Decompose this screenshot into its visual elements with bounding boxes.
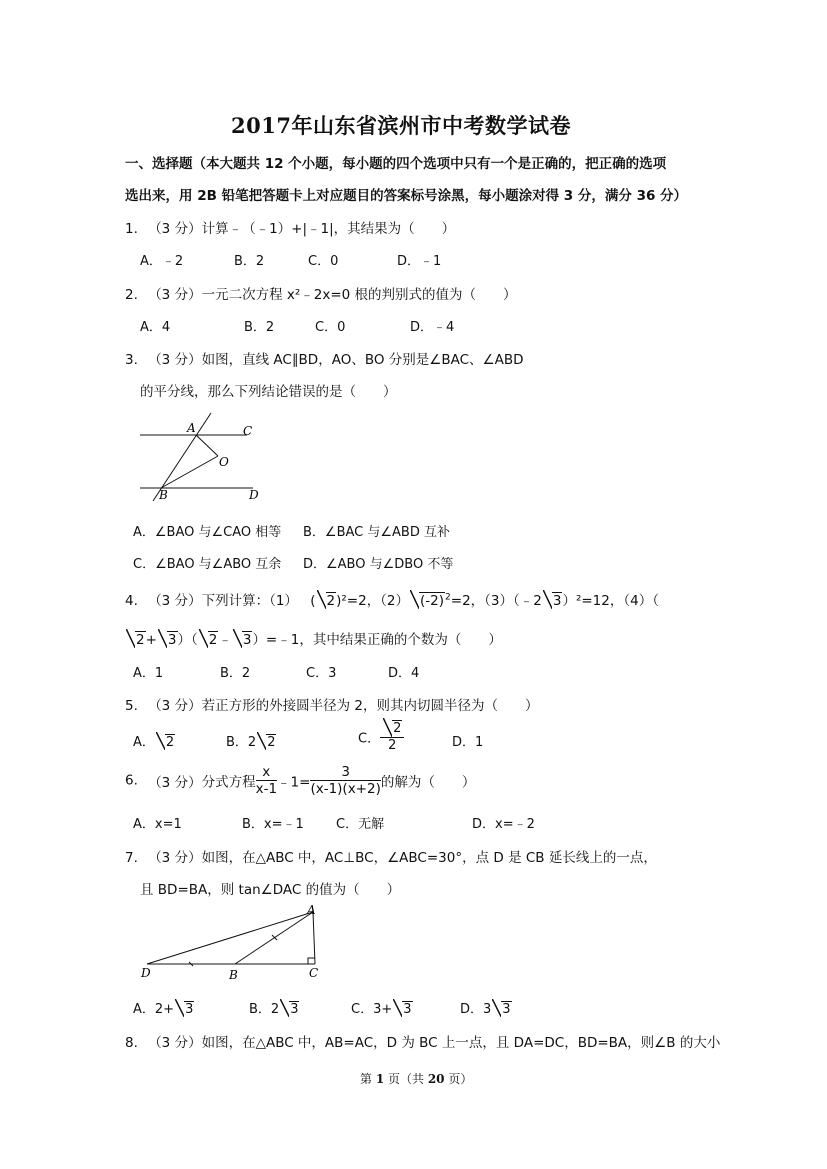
segment-bo xyxy=(161,456,218,488)
label-c: C xyxy=(243,424,253,438)
question-3 xyxy=(125,348,524,368)
question-number: 2. xyxy=(125,287,138,303)
q4-option-b: B．2 xyxy=(220,666,251,681)
section-heading-line2: 选出来，用 2B 铅笔把答题卡上对应题目的答案标号涂黑，每小题涂对得 3 分，满分 36 分） xyxy=(125,188,688,204)
q4-part: ）²=12，（4）（ xyxy=(562,593,659,609)
q4-part: ²=2，（2） xyxy=(341,593,410,609)
q2-option-b: B．2 xyxy=(244,320,275,335)
question-text: 一元二次方程 x²﹣2x=0 根的判别式的值为（ ） xyxy=(201,287,517,303)
q3-figure xyxy=(135,408,270,503)
q2-option-a: A．4 xyxy=(140,320,171,335)
question-number: 3. xyxy=(125,352,138,368)
q7-option-c: C．3+ 3 xyxy=(351,1002,412,1017)
label-d: D xyxy=(141,966,151,980)
label-o: O xyxy=(219,455,229,469)
q3-option-a: A．∠BAO 与∠CAO 相等 xyxy=(133,525,282,540)
label-a: A xyxy=(307,903,316,917)
question-score: （3 分） xyxy=(148,1035,202,1051)
label-b: B xyxy=(159,488,168,502)
q5-option-c: C． $\frac{2}{2}$ xyxy=(358,720,404,754)
question-5 xyxy=(125,694,538,714)
q4-option-c: C．3 xyxy=(306,666,337,681)
q4-option-d: D．4 xyxy=(388,666,420,681)
q1-option-b: B．2 xyxy=(234,254,265,269)
q5-option-b: B．2 2 xyxy=(226,735,276,750)
question-text: 下列计算：（1） xyxy=(201,593,298,609)
label-d: D xyxy=(249,488,259,502)
q5-option-a: A． 2 xyxy=(133,735,175,750)
question-score: （3 分） xyxy=(148,850,202,866)
right-angle-mark xyxy=(308,958,315,964)
question-score: （3 分） xyxy=(148,221,202,237)
math-expr-2: (-2) xyxy=(410,592,445,609)
q1-option-d: D．﹣1 xyxy=(397,254,442,269)
q4-part: =2，（3）（﹣2 xyxy=(450,593,542,609)
q2-option-d: D．﹣4 xyxy=(410,320,455,335)
q6-option-a: A．x=1 xyxy=(133,817,182,832)
question-number: 4. xyxy=(125,593,138,609)
q6-option-d: D．x=﹣2 xyxy=(472,817,535,832)
question-text: 如图，在△ABC 中，AC⊥BC，∠ABC=30°，点 D 是 CB 延长线上的一点， xyxy=(201,850,657,866)
question-text: 如图，直线 AC∥BD，AO、BO 分别是∠BAC、∠ABD xyxy=(201,352,524,368)
question-4-text-cont: 2+ 3）（ 2﹣ 3）=﹣1，其中结果正确的个数为（ ） xyxy=(125,628,502,648)
section-heading-line1: 一、选择题（本大题共 12 个小题，每小题的四个选项中只有一个是正确的，把正确的选项 xyxy=(125,156,667,172)
q6-tail: 的解为（ ） xyxy=(380,774,476,791)
question-text: 若正方形的外接圆半径为 2，则其内切圆半径为（ ） xyxy=(201,698,539,714)
q2-option-c: C．0 xyxy=(315,320,346,335)
segment-ao xyxy=(196,435,218,456)
math-expr-1: ( 2) xyxy=(310,593,342,609)
q1-option-c: C．0 xyxy=(308,254,339,269)
question-text: 分式方程 xyxy=(201,774,256,791)
page-total: 20 xyxy=(427,1072,445,1086)
question-score: （3 分） xyxy=(148,352,202,368)
q7-option-d: D．3 3 xyxy=(460,1002,511,1017)
label-b: B xyxy=(229,968,238,982)
question-number: 5. xyxy=(125,698,138,714)
question-8 xyxy=(125,1031,720,1051)
question-2 xyxy=(125,283,517,303)
q6-option-c: C．无解 xyxy=(336,817,385,832)
math-expr-3: 3 xyxy=(543,592,563,609)
q7-option-a: A．2+ 3 xyxy=(133,1002,194,1017)
q6-mid: ﹣1= xyxy=(277,774,311,791)
question-number: 6. xyxy=(125,772,138,789)
q7-figure xyxy=(135,902,335,987)
question-7 xyxy=(125,846,657,866)
label-a: A xyxy=(187,421,196,435)
question-score: （3 分） xyxy=(148,698,202,714)
question-6 xyxy=(125,764,475,797)
question-number: 1. xyxy=(125,221,138,237)
segment-ba xyxy=(235,912,313,964)
fraction-2: $\frac{3}{(x-1)(x+2)}$ xyxy=(310,764,381,797)
question-score: （3 分） xyxy=(148,774,202,791)
question-1 xyxy=(125,217,455,237)
question-4: 4. （3 分）下列计算：（1） ( 2)²=2，（2） $(-2)^2=2$，（3）（﹣2 3）²=12，（4）（ xyxy=(125,592,659,609)
page-number: 1 xyxy=(375,1072,385,1086)
question-score: （3 分） xyxy=(148,593,202,609)
question-score: （3 分） xyxy=(148,287,202,303)
page-footer: 第 1 页（共 20 页） xyxy=(360,1072,473,1086)
q4-option-a: A．1 xyxy=(133,666,164,681)
q3-option-c: C．∠BAO 与∠ABO 互余 xyxy=(133,557,282,572)
q6-option-b: B．x=﹣1 xyxy=(242,817,304,832)
question-number: 7. xyxy=(125,850,138,866)
q3-option-b: B．∠BAC 与∠ABD 互补 xyxy=(303,525,450,540)
question-text: 如图，在△ABC 中，AB=AC，D 为 BC 上一点，且 DA=DC，BD=BA，则∠B 的大小 xyxy=(201,1035,721,1051)
q1-option-a: A．﹣2 xyxy=(140,254,184,269)
q5-option-d: D．1 xyxy=(452,735,484,750)
q3-option-d: D．∠ABO 与∠DBO 不等 xyxy=(303,557,454,572)
label-c: C xyxy=(309,966,319,980)
page-title: 2017年山东省滨州市中考数学试卷 xyxy=(231,113,571,138)
question-7-text-cont: 且 BD=BA，则 tan∠DAC 的值为（ ） xyxy=(140,882,401,898)
fraction-1: $\frac{x}{x-1}$ xyxy=(255,764,278,797)
segment-da xyxy=(147,912,313,964)
question-text: 计算﹣（﹣1）+|﹣1|，其结果为（ ） xyxy=(201,221,456,237)
q7-option-b: B．2 3 xyxy=(249,1002,299,1017)
segment-ac xyxy=(313,912,315,964)
question-number: 8. xyxy=(125,1035,138,1051)
question-3-text-cont: 的平分线，那么下列结论错误的是（ ） xyxy=(140,384,397,400)
